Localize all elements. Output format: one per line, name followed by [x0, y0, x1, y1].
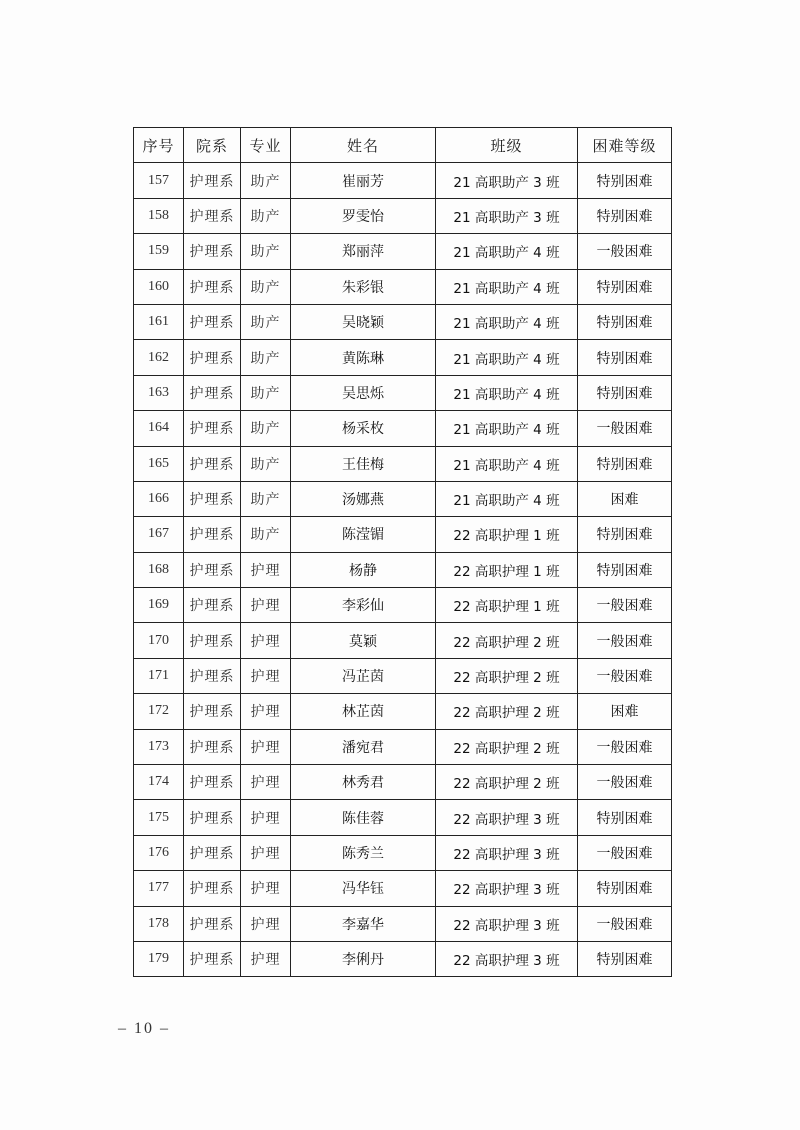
- cell-difficulty-level: 一般困难: [578, 411, 672, 446]
- cell-name: 王佳梅: [291, 446, 436, 481]
- cell-class: 21 高职助产 4 班: [436, 446, 578, 481]
- table-row: [134, 234, 672, 269]
- cell-name: 林芷茵: [291, 694, 436, 729]
- cell-department: 护理系: [184, 304, 241, 339]
- cell-index: 175: [134, 800, 184, 835]
- cell-major: 助产: [241, 198, 291, 233]
- cell-name: 陈滢镅: [291, 517, 436, 552]
- cell-major: 助产: [241, 517, 291, 552]
- cell-name: 冯芷茵: [291, 658, 436, 693]
- cell-class: 22 高职护理 2 班: [436, 765, 578, 800]
- cell-class: 22 高职护理 1 班: [436, 517, 578, 552]
- cell-class: 22 高职护理 2 班: [436, 729, 578, 764]
- cell-major: 护理: [241, 906, 291, 941]
- cell-index: 165: [134, 446, 184, 481]
- cell-department: 护理系: [184, 269, 241, 304]
- cell-class: 22 高职护理 3 班: [436, 800, 578, 835]
- cell-department: 护理系: [184, 481, 241, 516]
- cell-department: 护理系: [184, 163, 241, 198]
- table-row: [134, 375, 672, 410]
- cell-index: 160: [134, 269, 184, 304]
- cell-major: 护理: [241, 552, 291, 587]
- cell-name: 吴思烁: [291, 375, 436, 410]
- cell-department: 护理系: [184, 198, 241, 233]
- cell-class: 22 高职护理 3 班: [436, 835, 578, 870]
- cell-name: 冯华钰: [291, 871, 436, 906]
- cell-department: 护理系: [184, 941, 241, 976]
- cell-difficulty-level: 一般困难: [578, 729, 672, 764]
- page-number: – 10 –: [118, 1020, 170, 1037]
- cell-class: 22 高职护理 3 班: [436, 906, 578, 941]
- cell-class: 21 高职助产 3 班: [436, 198, 578, 233]
- cell-department: 护理系: [184, 800, 241, 835]
- header-index: 序号: [134, 128, 184, 163]
- table-row: [134, 304, 672, 339]
- cell-difficulty-level: 困难: [578, 694, 672, 729]
- cell-index: 163: [134, 375, 184, 410]
- cell-difficulty-level: 困难: [578, 481, 672, 516]
- table-row: [134, 765, 672, 800]
- cell-name: 陈佳蓉: [291, 800, 436, 835]
- cell-department: 护理系: [184, 906, 241, 941]
- cell-name: 林秀君: [291, 765, 436, 800]
- cell-class: 22 高职护理 1 班: [436, 588, 578, 623]
- cell-name: 杨采枚: [291, 411, 436, 446]
- table-row: [134, 941, 672, 976]
- header-major: 专业: [241, 128, 291, 163]
- table-row: [134, 481, 672, 516]
- cell-name: 潘宛君: [291, 729, 436, 764]
- table-row: [134, 694, 672, 729]
- cell-class: 22 高职护理 2 班: [436, 694, 578, 729]
- cell-major: 助产: [241, 481, 291, 516]
- cell-department: 护理系: [184, 694, 241, 729]
- cell-index: 179: [134, 941, 184, 976]
- cell-name: 吴晓颖: [291, 304, 436, 339]
- cell-class: 21 高职助产 4 班: [436, 375, 578, 410]
- cell-difficulty-level: 一般困难: [578, 835, 672, 870]
- cell-index: 168: [134, 552, 184, 587]
- cell-department: 护理系: [184, 234, 241, 269]
- cell-name: 汤娜燕: [291, 481, 436, 516]
- cell-class: 21 高职助产 4 班: [436, 269, 578, 304]
- cell-index: 157: [134, 163, 184, 198]
- cell-major: 助产: [241, 269, 291, 304]
- cell-major: 助产: [241, 304, 291, 339]
- cell-difficulty-level: 特别困难: [578, 340, 672, 375]
- cell-department: 护理系: [184, 552, 241, 587]
- cell-index: 174: [134, 765, 184, 800]
- cell-class: 21 高职助产 4 班: [436, 304, 578, 339]
- cell-difficulty-level: 一般困难: [578, 765, 672, 800]
- cell-major: 护理: [241, 623, 291, 658]
- cell-difficulty-level: 一般困难: [578, 234, 672, 269]
- table-row: [134, 198, 672, 233]
- header-class: 班级: [436, 128, 578, 163]
- cell-major: 助产: [241, 375, 291, 410]
- header-department: 院系: [184, 128, 241, 163]
- cell-major: 护理: [241, 729, 291, 764]
- cell-major: 助产: [241, 446, 291, 481]
- cell-difficulty-level: 一般困难: [578, 658, 672, 693]
- cell-index: 167: [134, 517, 184, 552]
- cell-department: 护理系: [184, 588, 241, 623]
- cell-name: 陈秀兰: [291, 835, 436, 870]
- cell-department: 护理系: [184, 411, 241, 446]
- cell-department: 护理系: [184, 517, 241, 552]
- cell-index: 176: [134, 835, 184, 870]
- cell-name: 莫颖: [291, 623, 436, 658]
- cell-index: 170: [134, 623, 184, 658]
- header-name: 姓名: [291, 128, 436, 163]
- cell-department: 护理系: [184, 729, 241, 764]
- cell-class: 21 高职助产 4 班: [436, 481, 578, 516]
- student-table-container: [133, 127, 671, 977]
- table-row: [134, 623, 672, 658]
- table-row: [134, 906, 672, 941]
- cell-difficulty-level: 特别困难: [578, 941, 672, 976]
- table-row: [134, 163, 672, 198]
- table-row: [134, 552, 672, 587]
- cell-name: 黄陈琳: [291, 340, 436, 375]
- cell-difficulty-level: 特别困难: [578, 269, 672, 304]
- cell-major: 护理: [241, 694, 291, 729]
- cell-class: 21 高职助产 4 班: [436, 411, 578, 446]
- cell-index: 169: [134, 588, 184, 623]
- cell-index: 171: [134, 658, 184, 693]
- cell-index: 158: [134, 198, 184, 233]
- cell-major: 助产: [241, 411, 291, 446]
- cell-index: 164: [134, 411, 184, 446]
- cell-class: 22 高职护理 3 班: [436, 871, 578, 906]
- cell-name: 崔丽芳: [291, 163, 436, 198]
- cell-index: 159: [134, 234, 184, 269]
- cell-difficulty-level: 特别困难: [578, 304, 672, 339]
- cell-department: 护理系: [184, 340, 241, 375]
- table-row: [134, 269, 672, 304]
- cell-class: 21 高职助产 4 班: [436, 340, 578, 375]
- cell-difficulty-level: 特别困难: [578, 163, 672, 198]
- cell-name: 李彩仙: [291, 588, 436, 623]
- cell-difficulty-level: 一般困难: [578, 588, 672, 623]
- cell-name: 李嘉华: [291, 906, 436, 941]
- cell-name: 罗雯怡: [291, 198, 436, 233]
- cell-major: 助产: [241, 340, 291, 375]
- cell-major: 助产: [241, 234, 291, 269]
- cell-name: 杨静: [291, 552, 436, 587]
- cell-class: 22 高职护理 1 班: [436, 552, 578, 587]
- cell-difficulty-level: 特别困难: [578, 375, 672, 410]
- cell-department: 护理系: [184, 871, 241, 906]
- cell-difficulty-level: 特别困难: [578, 517, 672, 552]
- cell-difficulty-level: 特别困难: [578, 800, 672, 835]
- cell-major: 护理: [241, 765, 291, 800]
- cell-major: 护理: [241, 658, 291, 693]
- cell-department: 护理系: [184, 375, 241, 410]
- cell-major: 护理: [241, 588, 291, 623]
- cell-name: 朱彩银: [291, 269, 436, 304]
- cell-index: 173: [134, 729, 184, 764]
- cell-department: 护理系: [184, 658, 241, 693]
- cell-difficulty-level: 特别困难: [578, 871, 672, 906]
- cell-department: 护理系: [184, 835, 241, 870]
- cell-difficulty-level: 特别困难: [578, 446, 672, 481]
- table-row: [134, 658, 672, 693]
- cell-department: 护理系: [184, 765, 241, 800]
- table-row: [134, 517, 672, 552]
- table-row: [134, 871, 672, 906]
- cell-name: 李俐丹: [291, 941, 436, 976]
- table-body: [134, 163, 672, 977]
- cell-major: 护理: [241, 871, 291, 906]
- table-row: [134, 835, 672, 870]
- cell-class: 21 高职助产 4 班: [436, 234, 578, 269]
- header-difficulty-level: 困难等级: [578, 128, 672, 163]
- cell-difficulty-level: 一般困难: [578, 906, 672, 941]
- cell-class: 22 高职护理 2 班: [436, 658, 578, 693]
- cell-department: 护理系: [184, 446, 241, 481]
- cell-index: 161: [134, 304, 184, 339]
- cell-major: 护理: [241, 941, 291, 976]
- cell-major: 护理: [241, 800, 291, 835]
- cell-class: 21 高职助产 3 班: [436, 163, 578, 198]
- cell-department: 护理系: [184, 623, 241, 658]
- cell-difficulty-level: 特别困难: [578, 198, 672, 233]
- student-difficulty-table: [133, 127, 672, 977]
- cell-index: 178: [134, 906, 184, 941]
- cell-index: 162: [134, 340, 184, 375]
- cell-index: 166: [134, 481, 184, 516]
- cell-class: 22 高职护理 3 班: [436, 941, 578, 976]
- table-row: [134, 729, 672, 764]
- cell-major: 护理: [241, 835, 291, 870]
- cell-class: 22 高职护理 2 班: [436, 623, 578, 658]
- table-row: [134, 588, 672, 623]
- table-header-row: [134, 128, 672, 163]
- cell-difficulty-level: 特别困难: [578, 552, 672, 587]
- cell-name: 郑丽萍: [291, 234, 436, 269]
- cell-difficulty-level: 一般困难: [578, 623, 672, 658]
- table-row: [134, 411, 672, 446]
- cell-index: 177: [134, 871, 184, 906]
- table-row: [134, 800, 672, 835]
- cell-index: 172: [134, 694, 184, 729]
- table-row: [134, 446, 672, 481]
- cell-major: 助产: [241, 163, 291, 198]
- table-row: [134, 340, 672, 375]
